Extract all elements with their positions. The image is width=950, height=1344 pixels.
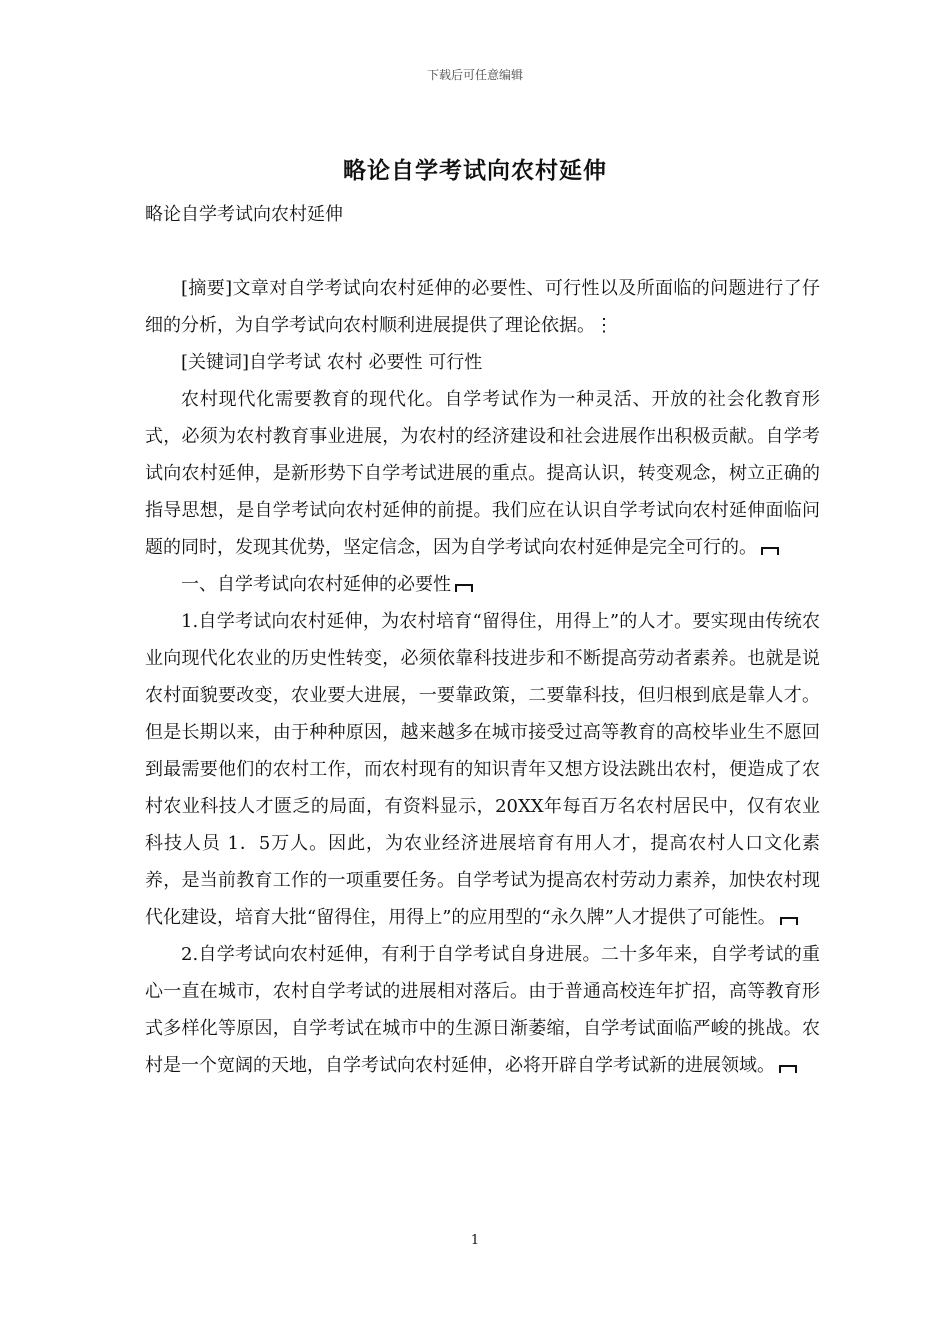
point-1-paragraph xyxy=(145,603,820,936)
point-1-text: 1.自学考试向农村延伸，为农村培育“留得住，用得上”的人才。要实现由传统农业向现代化农业的历史性转变，必须依靠科技进步和不断提高劳动者素养。也就是说农村面貌要改变，农业要大进展，一要靠政策，二要靠科技，但归根到底是靠人才。但是长期以来，由于种种原因，越来越多在城市接受过高等教育的高校毕业生不愿回到最需要他们的农村工作，而农村现有的知识青年又想方设法跳出农村，便造成了农村农业科技人才匮乏的局面，有资料显示，20XX年每百万名农村居民中，仅有农业科技人员 1．5万人。因此，为农业经济进展培育有用人才，提高农村人口文化素养，是当前教育工作的一项重要任务。自学考试为提高农村劳动力素养，加快农村现代化建设，培育大批“留得住，用得上”的应用型的“永久牌”人才提供了可能性。 xyxy=(145,611,820,928)
keywords-paragraph xyxy=(145,344,820,381)
document-subtitle: 略论自学考试向农村延伸 xyxy=(145,204,343,225)
paragraph-mark-icon xyxy=(455,584,473,592)
intro-paragraph xyxy=(145,381,820,566)
abstract-paragraph xyxy=(145,270,820,344)
keywords-text: [关键词]自学考试 农村 必要性 可行性 xyxy=(181,352,483,373)
header-note: 下载后可任意编辑 xyxy=(426,68,523,82)
section-heading-text: 一、自学考试向农村延伸的必要性 xyxy=(181,574,451,595)
document-body xyxy=(145,270,820,1084)
paragraph-mark-icon xyxy=(780,917,798,925)
intro-text: 农村现代化需要教育的现代化。自学考试作为一种灵活、开放的社会化教育形式，必须为农村教育事业进展，为农村的经济建设和社会进展作出积极贡献。自学考试向农村延伸，是新形势下自学考试进展的重点。提高认识，转变观念，树立正确的指导思想，是自学考试向农村延伸的前提。我们应在认识自学考试向农村延伸面临问题的同时，发现其优势，坚定信念，因为自学考试向农村延伸是完全可行的。 xyxy=(145,389,820,558)
page-number: 1 xyxy=(470,1233,480,1248)
document-title: 略论自学考试向农村延伸 xyxy=(343,157,607,184)
point-2-paragraph xyxy=(145,936,820,1084)
section-heading xyxy=(145,566,820,603)
paragraph-mark-icon xyxy=(779,1065,797,1073)
point-2-text: 2.自学考试向农村延伸，有利于自学考试自身进展。二十多年来，自学考试的重心一直在城市，农村自学考试的进展相对落后。由于普通高校连年扩招，高等教育形式多样化等原因，自学考试在城市中的生源日渐萎缩，自学考试面临严峻的挑战。农村是一个宽阔的天地，自学考试向农村延伸，必将开辟自学考试新的进展领域。 xyxy=(145,944,820,1076)
paragraph-mark-icon xyxy=(761,547,779,555)
abstract-text: [摘要]文章对自学考试向农村延伸的必要性、可行性以及所面临的问题进行了仔细的分析，为自学考试向农村顺利进展提供了理论依据。⋮ xyxy=(145,278,820,336)
